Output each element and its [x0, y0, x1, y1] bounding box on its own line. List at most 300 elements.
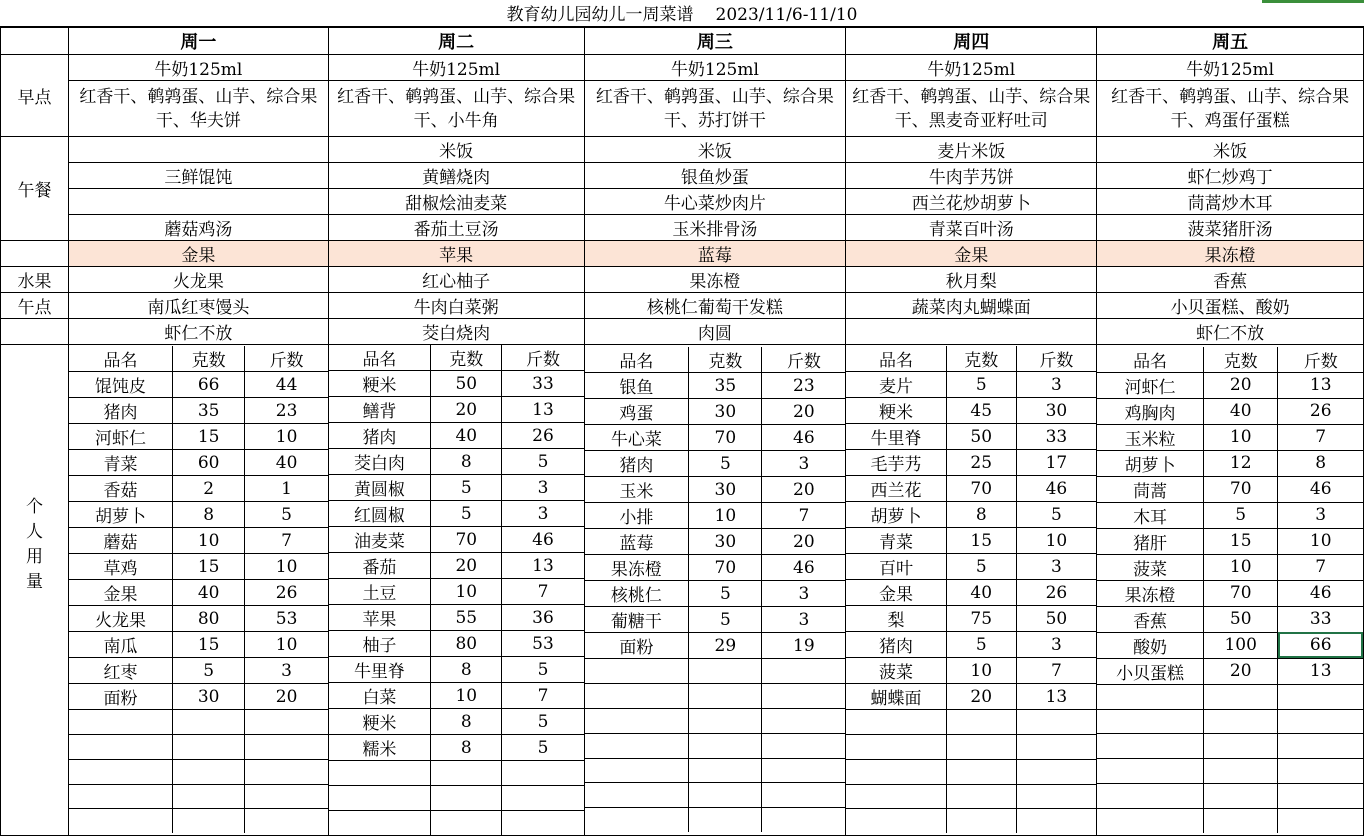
ingredient-header[interactable]: 克数 [431, 345, 502, 371]
lunch-dish-cell[interactable]: 米饭 [328, 137, 584, 163]
ingredient-jin[interactable] [1278, 709, 1363, 734]
ingredient-name[interactable]: 糯米 [329, 735, 431, 761]
lunch-dish-cell[interactable] [68, 137, 328, 163]
ingredient-grams[interactable] [1203, 759, 1277, 784]
ingredient-grams[interactable]: 5 [946, 632, 1016, 658]
note-cell[interactable]: 虾仁不放 [68, 319, 328, 345]
ingredient-jin[interactable] [245, 809, 328, 834]
ingredient-grams[interactable]: 40 [431, 423, 502, 449]
ingredient-jin[interactable]: 66 [1278, 632, 1363, 658]
fruit-cell[interactable]: 香蕉 [1097, 267, 1364, 293]
lunch-dish-cell[interactable]: 番茄土豆汤 [328, 215, 584, 241]
ingredient-jin[interactable] [245, 784, 328, 809]
ingredient-name[interactable]: 金果 [69, 580, 173, 606]
ingredient-jin[interactable]: 3 [762, 451, 845, 477]
ingredient-grams[interactable]: 8 [431, 709, 502, 735]
ingredient-name[interactable]: 草鸡 [69, 554, 173, 580]
ingredient-name[interactable]: 馄饨皮 [69, 372, 173, 398]
ingredient-name[interactable]: 河虾仁 [69, 424, 173, 450]
ingredient-jin[interactable]: 10 [1278, 528, 1363, 554]
ingredient-grams[interactable] [172, 809, 244, 834]
ingredient-grams[interactable] [689, 709, 762, 734]
ingredient-jin[interactable]: 10 [245, 424, 328, 450]
ingredient-jin[interactable]: 13 [502, 553, 584, 579]
ingredient-name[interactable]: 面粉 [585, 633, 689, 659]
ingredient-name[interactable]: 河虾仁 [1097, 372, 1203, 398]
ingredient-name[interactable] [585, 758, 689, 783]
ingredient-grams[interactable] [1203, 709, 1277, 734]
ingredient-grams[interactable] [946, 759, 1016, 784]
ingredient-jin[interactable] [762, 659, 845, 684]
ingredient-name[interactable]: 青菜 [69, 450, 173, 476]
milk-cell[interactable]: 牛奶125ml [328, 55, 584, 81]
milk-cell[interactable]: 牛奶125ml [584, 55, 846, 81]
ingredient-grams[interactable]: 10 [431, 683, 502, 709]
ingredient-name[interactable]: 胡萝卜 [69, 502, 173, 528]
milk-cell[interactable]: 牛奶125ml [846, 55, 1097, 81]
ingredient-grams[interactable]: 66 [172, 372, 244, 398]
ingredient-grams[interactable]: 15 [1203, 528, 1277, 554]
ingredient-jin[interactable]: 33 [502, 371, 584, 397]
ingredient-jin[interactable]: 26 [1016, 580, 1096, 606]
ingredient-name[interactable]: 胡萝卜 [846, 502, 946, 528]
ingredient-jin[interactable]: 44 [245, 372, 328, 398]
ingredient-grams[interactable]: 50 [1203, 606, 1277, 632]
ingredient-name[interactable]: 苹果 [329, 605, 431, 631]
ingredient-name[interactable]: 猪肉 [585, 451, 689, 477]
ingredient-name[interactable]: 粳米 [846, 398, 946, 424]
note-cell[interactable]: 虾仁不放 [1097, 319, 1364, 345]
ingredient-grams[interactable] [172, 735, 244, 760]
ingredient-name[interactable]: 面粉 [69, 684, 173, 710]
ingredient-grams[interactable]: 50 [431, 371, 502, 397]
ingredient-grams[interactable]: 5 [172, 658, 244, 684]
ingredient-grams[interactable] [946, 710, 1016, 735]
ingredient-jin[interactable]: 3 [762, 581, 845, 607]
ingredient-jin[interactable]: 17 [1016, 450, 1096, 476]
note-cell[interactable]: 肉圆 [584, 319, 846, 345]
ingredient-name[interactable] [329, 810, 431, 835]
fruit-highlight-cell[interactable]: 金果 [68, 241, 328, 267]
ingredient-jin[interactable]: 3 [502, 501, 584, 527]
ingredient-grams[interactable]: 5 [689, 607, 762, 633]
breakfast-cell[interactable]: 红香干、鹌鹑蛋、山芋、综合果干、小牛角 [328, 81, 584, 137]
ingredient-jin[interactable]: 7 [1016, 658, 1096, 684]
ingredient-jin[interactable]: 13 [1278, 372, 1363, 398]
ingredient-jin[interactable]: 10 [245, 632, 328, 658]
ingredient-grams[interactable] [1203, 808, 1277, 833]
ingredient-grams[interactable]: 75 [946, 606, 1016, 632]
ingredient-jin[interactable] [502, 761, 584, 786]
lunch-dish-cell[interactable]: 米饭 [584, 137, 846, 163]
ingredient-name[interactable]: 果冻橙 [585, 555, 689, 581]
ingredient-name[interactable]: 鸡蛋 [585, 399, 689, 425]
ingredient-header[interactable]: 克数 [689, 347, 762, 373]
ingredient-grams[interactable] [689, 733, 762, 758]
snack-cell[interactable]: 核桃仁葡萄干发糕 [584, 293, 846, 319]
ingredient-jin[interactable]: 3 [1016, 554, 1096, 580]
ingredient-grams[interactable]: 30 [689, 529, 762, 555]
ingredient-name[interactable]: 红圆椒 [329, 501, 431, 527]
lunch-dish-cell[interactable]: 银鱼炒蛋 [584, 163, 846, 189]
ingredient-grams[interactable]: 70 [946, 476, 1016, 502]
ingredient-header[interactable]: 品名 [585, 347, 689, 373]
ingredient-grams[interactable]: 50 [946, 424, 1016, 450]
ingredient-grams[interactable]: 10 [689, 503, 762, 529]
ingredient-name[interactable]: 黄圆椒 [329, 475, 431, 501]
ingredient-jin[interactable]: 7 [502, 579, 584, 605]
breakfast-cell[interactable]: 红香干、鹌鹑蛋、山芋、综合果干、黑麦奇亚籽吐司 [846, 81, 1097, 137]
ingredient-jin[interactable]: 46 [762, 555, 845, 581]
ingredient-grams[interactable]: 5 [1203, 502, 1277, 528]
ingredient-jin[interactable]: 26 [502, 423, 584, 449]
ingredient-jin[interactable] [1016, 809, 1096, 834]
ingredient-jin[interactable]: 53 [245, 606, 328, 632]
ingredient-grams[interactable]: 10 [431, 579, 502, 605]
ingredient-name[interactable]: 木耳 [1097, 502, 1203, 528]
ingredient-name[interactable]: 菠菜 [846, 658, 946, 684]
ingredient-grams[interactable]: 5 [946, 554, 1016, 580]
ingredient-grams[interactable]: 30 [689, 399, 762, 425]
ingredient-header[interactable]: 品名 [329, 345, 431, 371]
snack-cell[interactable]: 南瓜红枣馒头 [68, 293, 328, 319]
ingredient-name[interactable] [846, 784, 946, 809]
ingredient-grams[interactable]: 70 [1203, 476, 1277, 502]
fruit-highlight-cell[interactable]: 果冻橙 [1097, 241, 1364, 267]
ingredient-jin[interactable]: 20 [762, 399, 845, 425]
ingredient-jin[interactable] [762, 808, 845, 833]
ingredient-name[interactable]: 牛里脊 [329, 657, 431, 683]
ingredient-grams[interactable]: 10 [1203, 554, 1277, 580]
ingredient-grams[interactable]: 8 [431, 735, 502, 761]
ingredient-jin[interactable]: 5 [245, 502, 328, 528]
ingredient-grams[interactable]: 35 [172, 398, 244, 424]
day-header-2[interactable]: 周二 [328, 28, 584, 55]
ingredient-name[interactable]: 梨 [846, 606, 946, 632]
ingredient-name[interactable]: 核桃仁 [585, 581, 689, 607]
ingredient-jin[interactable]: 3 [1016, 632, 1096, 658]
ingredient-name[interactable]: 菠菜 [1097, 554, 1203, 580]
ingredient-jin[interactable]: 46 [502, 527, 584, 553]
ingredient-name[interactable]: 油麦菜 [329, 527, 431, 553]
ingredient-name[interactable]: 玉米 [585, 477, 689, 503]
ingredient-jin[interactable] [1278, 734, 1363, 759]
ingredient-jin[interactable]: 5 [502, 657, 584, 683]
ingredient-name[interactable]: 蓝莓 [585, 529, 689, 555]
lunch-dish-cell[interactable]: 甜椒烩油麦菜 [328, 189, 584, 215]
ingredient-grams[interactable]: 5 [431, 475, 502, 501]
ingredient-name[interactable]: 猪肉 [329, 423, 431, 449]
ingredient-jin[interactable] [1278, 808, 1363, 833]
fruit-highlight-cell[interactable]: 蓝莓 [584, 241, 846, 267]
fruit-highlight-cell[interactable]: 苹果 [328, 241, 584, 267]
ingredient-header[interactable]: 斤数 [762, 347, 845, 373]
lunch-dish-cell[interactable]: 玉米排骨汤 [584, 215, 846, 241]
ingredient-jin[interactable] [1016, 735, 1096, 760]
ingredient-name[interactable]: 鳝背 [329, 397, 431, 423]
ingredient-jin[interactable] [502, 810, 584, 835]
ingredient-grams[interactable]: 8 [946, 502, 1016, 528]
ingredient-grams[interactable]: 40 [1203, 398, 1277, 424]
row-label-breakfast[interactable]: 早点 [1, 55, 69, 137]
ingredient-header[interactable]: 克数 [946, 346, 1016, 372]
ingredient-name[interactable] [846, 735, 946, 760]
ingredient-grams[interactable]: 5 [689, 451, 762, 477]
ingredient-jin[interactable]: 40 [245, 450, 328, 476]
ingredient-jin[interactable]: 3 [1278, 502, 1363, 528]
ingredient-name[interactable]: 鸡胸肉 [1097, 398, 1203, 424]
ingredient-jin[interactable]: 3 [1016, 372, 1096, 398]
ingredient-name[interactable]: 茼蒿 [1097, 476, 1203, 502]
ingredient-name[interactable]: 牛里脊 [846, 424, 946, 450]
ingredient-jin[interactable]: 10 [1016, 528, 1096, 554]
ingredient-jin[interactable]: 7 [245, 528, 328, 554]
ingredient-name[interactable]: 果冻橙 [1097, 580, 1203, 606]
ingredient-grams[interactable]: 35 [689, 373, 762, 399]
ingredient-grams[interactable]: 8 [431, 657, 502, 683]
ingredient-name[interactable] [1097, 734, 1203, 759]
ingredient-name[interactable] [1097, 759, 1203, 784]
ingredient-jin[interactable] [245, 710, 328, 735]
ingredient-name[interactable]: 红枣 [69, 658, 173, 684]
breakfast-cell[interactable]: 红香干、鹌鹑蛋、山芋、综合果干、鸡蛋仔蛋糕 [1097, 81, 1364, 137]
ingredient-jin[interactable]: 5 [1016, 502, 1096, 528]
ingredient-jin[interactable]: 3 [762, 607, 845, 633]
ingredient-name[interactable]: 蝴蝶面 [846, 684, 946, 710]
corner-cell[interactable] [1, 28, 69, 55]
ingredient-grams[interactable]: 8 [431, 449, 502, 475]
ingredient-jin[interactable]: 46 [762, 425, 845, 451]
ingredient-name[interactable]: 香菇 [69, 476, 173, 502]
ingredient-jin[interactable]: 13 [502, 397, 584, 423]
fruit-cell[interactable]: 秋月梨 [846, 267, 1097, 293]
ingredient-grams[interactable] [689, 783, 762, 808]
lunch-dish-cell[interactable]: 牛心菜炒肉片 [584, 189, 846, 215]
ingredient-grams[interactable] [172, 710, 244, 735]
ingredient-grams[interactable] [689, 659, 762, 684]
ingredient-name[interactable]: 麦片 [846, 372, 946, 398]
ingredient-header[interactable]: 品名 [846, 346, 946, 372]
ingredient-jin[interactable]: 5 [502, 735, 584, 761]
ingredient-jin[interactable]: 8 [1278, 450, 1363, 476]
ingredient-name[interactable] [585, 783, 689, 808]
ingredient-header[interactable]: 斤数 [1016, 346, 1096, 372]
ingredient-name[interactable] [69, 809, 173, 834]
ingredient-name[interactable] [1097, 709, 1203, 734]
page-title[interactable] [0, 0, 1364, 27]
snack-cell[interactable]: 牛肉白菜粥 [328, 293, 584, 319]
lunch-dish-cell[interactable]: 茼蒿炒木耳 [1097, 189, 1364, 215]
ingredient-grams[interactable]: 2 [172, 476, 244, 502]
ingredient-grams[interactable] [431, 810, 502, 835]
ingredient-name[interactable]: 柚子 [329, 631, 431, 657]
ingredient-grams[interactable] [689, 758, 762, 783]
ingredient-header[interactable]: 克数 [1203, 347, 1277, 373]
ingredient-header[interactable]: 斤数 [245, 346, 328, 372]
ingredient-grams[interactable] [431, 785, 502, 810]
ingredient-jin[interactable]: 53 [502, 631, 584, 657]
ingredient-jin[interactable] [1278, 759, 1363, 784]
ingredient-jin[interactable]: 7 [1278, 424, 1363, 450]
day-header-3[interactable]: 周三 [584, 28, 846, 55]
breakfast-cell[interactable]: 红香干、鹌鹑蛋、山芋、综合果干、苏打饼干 [584, 81, 846, 137]
ingredient-grams[interactable]: 10 [1203, 424, 1277, 450]
day-header-5[interactable]: 周五 [1097, 28, 1364, 55]
fruit-cell[interactable]: 果冻橙 [584, 267, 846, 293]
ingredient-name[interactable]: 西兰花 [846, 476, 946, 502]
ingredient-grams[interactable]: 80 [431, 631, 502, 657]
ingredient-grams[interactable] [1203, 734, 1277, 759]
ingredient-name[interactable]: 蘑菇 [69, 528, 173, 554]
note-cell[interactable] [846, 319, 1097, 345]
ingredient-name[interactable]: 猪肉 [846, 632, 946, 658]
ingredient-header[interactable]: 品名 [1097, 347, 1203, 373]
ingredient-grams[interactable]: 40 [946, 580, 1016, 606]
ingredient-grams[interactable]: 70 [689, 555, 762, 581]
ingredient-name[interactable]: 葡糖干 [585, 607, 689, 633]
ingredient-jin[interactable] [762, 783, 845, 808]
ingredient-jin[interactable]: 36 [502, 605, 584, 631]
ingredient-jin[interactable]: 26 [1278, 398, 1363, 424]
lunch-dish-cell[interactable] [68, 189, 328, 215]
ingredient-name[interactable]: 小排 [585, 503, 689, 529]
ingredient-name[interactable]: 猪肉 [69, 398, 173, 424]
ingredient-jin[interactable]: 23 [762, 373, 845, 399]
snack-cell[interactable]: 小贝蛋糕、酸奶 [1097, 293, 1364, 319]
ingredient-name[interactable] [846, 759, 946, 784]
ingredient-name[interactable] [846, 710, 946, 735]
ingredient-grams[interactable] [172, 784, 244, 809]
ingredient-name[interactable]: 火龙果 [69, 606, 173, 632]
ingredient-grams[interactable]: 100 [1203, 632, 1277, 658]
ingredient-name[interactable]: 牛心菜 [585, 425, 689, 451]
ingredient-grams[interactable]: 20 [1203, 658, 1277, 684]
ingredient-grams[interactable]: 5 [689, 581, 762, 607]
ingredient-jin[interactable]: 33 [1016, 424, 1096, 450]
ingredient-name[interactable]: 粳米 [329, 371, 431, 397]
day-header-1[interactable]: 周一 [68, 28, 328, 55]
ingredient-name[interactable] [1097, 808, 1203, 833]
ingredient-header[interactable]: 斤数 [1278, 347, 1363, 373]
ingredient-name[interactable]: 香蕉 [1097, 606, 1203, 632]
ingredient-header[interactable]: 品名 [69, 346, 173, 372]
ingredient-grams[interactable] [689, 684, 762, 709]
ingredient-grams[interactable] [946, 735, 1016, 760]
ingredient-jin[interactable]: 20 [762, 477, 845, 503]
row-label-snack[interactable]: 午点 [1, 293, 69, 319]
lunch-dish-cell[interactable]: 青菜百叶汤 [846, 215, 1097, 241]
ingredient-jin[interactable]: 20 [762, 529, 845, 555]
ingredient-grams[interactable] [689, 808, 762, 833]
ingredient-grams[interactable]: 15 [172, 554, 244, 580]
ingredient-name[interactable] [69, 784, 173, 809]
ingredient-grams[interactable]: 5 [946, 372, 1016, 398]
lunch-dish-cell[interactable]: 虾仁炒鸡丁 [1097, 163, 1364, 189]
ingredient-grams[interactable]: 15 [172, 424, 244, 450]
ingredient-jin[interactable]: 10 [245, 554, 328, 580]
lunch-dish-cell[interactable]: 菠菜猪肝汤 [1097, 215, 1364, 241]
ingredient-name[interactable]: 土豆 [329, 579, 431, 605]
ingredient-jin[interactable]: 20 [245, 684, 328, 710]
ingredient-grams[interactable]: 15 [946, 528, 1016, 554]
ingredient-name[interactable] [585, 659, 689, 684]
ingredient-name[interactable] [69, 735, 173, 760]
ingredient-jin[interactable] [762, 709, 845, 734]
ingredient-name[interactable]: 番茄 [329, 553, 431, 579]
ingredient-grams[interactable] [431, 761, 502, 786]
ingredient-jin[interactable]: 50 [1016, 606, 1096, 632]
ingredient-name[interactable] [1097, 783, 1203, 808]
ingredient-name[interactable]: 百叶 [846, 554, 946, 580]
fruit-highlight-cell[interactable]: 金果 [846, 241, 1097, 267]
ingredient-grams[interactable] [1203, 684, 1277, 709]
ingredient-jin[interactable]: 33 [1278, 606, 1363, 632]
ingredient-jin[interactable]: 3 [502, 475, 584, 501]
ingredient-jin[interactable]: 23 [245, 398, 328, 424]
row-label-lunch[interactable]: 午餐 [1, 137, 69, 241]
ingredient-name[interactable]: 粳米 [329, 709, 431, 735]
ingredient-jin[interactable]: 5 [502, 709, 584, 735]
ingredient-jin[interactable] [1278, 783, 1363, 808]
ingredient-jin[interactable]: 46 [1016, 476, 1096, 502]
ingredient-jin[interactable]: 5 [502, 449, 584, 475]
ingredient-jin[interactable] [245, 759, 328, 784]
ingredient-name[interactable] [846, 809, 946, 834]
ingredient-name[interactable] [585, 709, 689, 734]
blank-label-cell[interactable] [1, 241, 69, 267]
ingredient-name[interactable]: 银鱼 [585, 373, 689, 399]
ingredient-grams[interactable]: 8 [172, 502, 244, 528]
ingredient-name[interactable] [329, 761, 431, 786]
ingredient-name[interactable]: 玉米粒 [1097, 424, 1203, 450]
ingredient-grams[interactable] [172, 759, 244, 784]
ingredient-jin[interactable]: 3 [245, 658, 328, 684]
ingredient-jin[interactable] [762, 758, 845, 783]
ingredient-grams[interactable]: 20 [946, 684, 1016, 710]
ingredient-jin[interactable] [245, 735, 328, 760]
ingredient-grams[interactable] [1203, 783, 1277, 808]
ingredient-jin[interactable]: 46 [1278, 476, 1363, 502]
lunch-dish-cell[interactable]: 三鲜馄饨 [68, 163, 328, 189]
ingredient-jin[interactable]: 1 [245, 476, 328, 502]
ingredient-grams[interactable]: 10 [172, 528, 244, 554]
ingredient-name[interactable] [69, 710, 173, 735]
ingredient-name[interactable]: 青菜 [846, 528, 946, 554]
ingredient-name[interactable]: 胡萝卜 [1097, 450, 1203, 476]
ingredient-grams[interactable]: 30 [689, 477, 762, 503]
milk-cell[interactable]: 牛奶125ml [1097, 55, 1364, 81]
ingredient-jin[interactable] [1278, 684, 1363, 709]
ingredient-grams[interactable]: 20 [1203, 372, 1277, 398]
ingredient-grams[interactable]: 25 [946, 450, 1016, 476]
ingredient-grams[interactable]: 60 [172, 450, 244, 476]
lunch-dish-cell[interactable]: 米饭 [1097, 137, 1364, 163]
ingredient-name[interactable] [585, 684, 689, 709]
ingredient-grams[interactable]: 12 [1203, 450, 1277, 476]
ingredient-name[interactable]: 毛芋艿 [846, 450, 946, 476]
ingredient-jin[interactable] [762, 684, 845, 709]
ingredient-name[interactable] [585, 808, 689, 833]
ingredient-grams[interactable]: 20 [431, 397, 502, 423]
ingredient-name[interactable]: 白菜 [329, 683, 431, 709]
lunch-dish-cell[interactable]: 牛肉芋艿饼 [846, 163, 1097, 189]
ingredient-jin[interactable] [502, 785, 584, 810]
lunch-dish-cell[interactable]: 麦片米饭 [846, 137, 1097, 163]
ingredient-jin[interactable] [1016, 784, 1096, 809]
snack-cell[interactable]: 蔬菜肉丸蝴蝶面 [846, 293, 1097, 319]
fruit-cell[interactable]: 火龙果 [68, 267, 328, 293]
lunch-dish-cell[interactable]: 黄鳝烧肉 [328, 163, 584, 189]
